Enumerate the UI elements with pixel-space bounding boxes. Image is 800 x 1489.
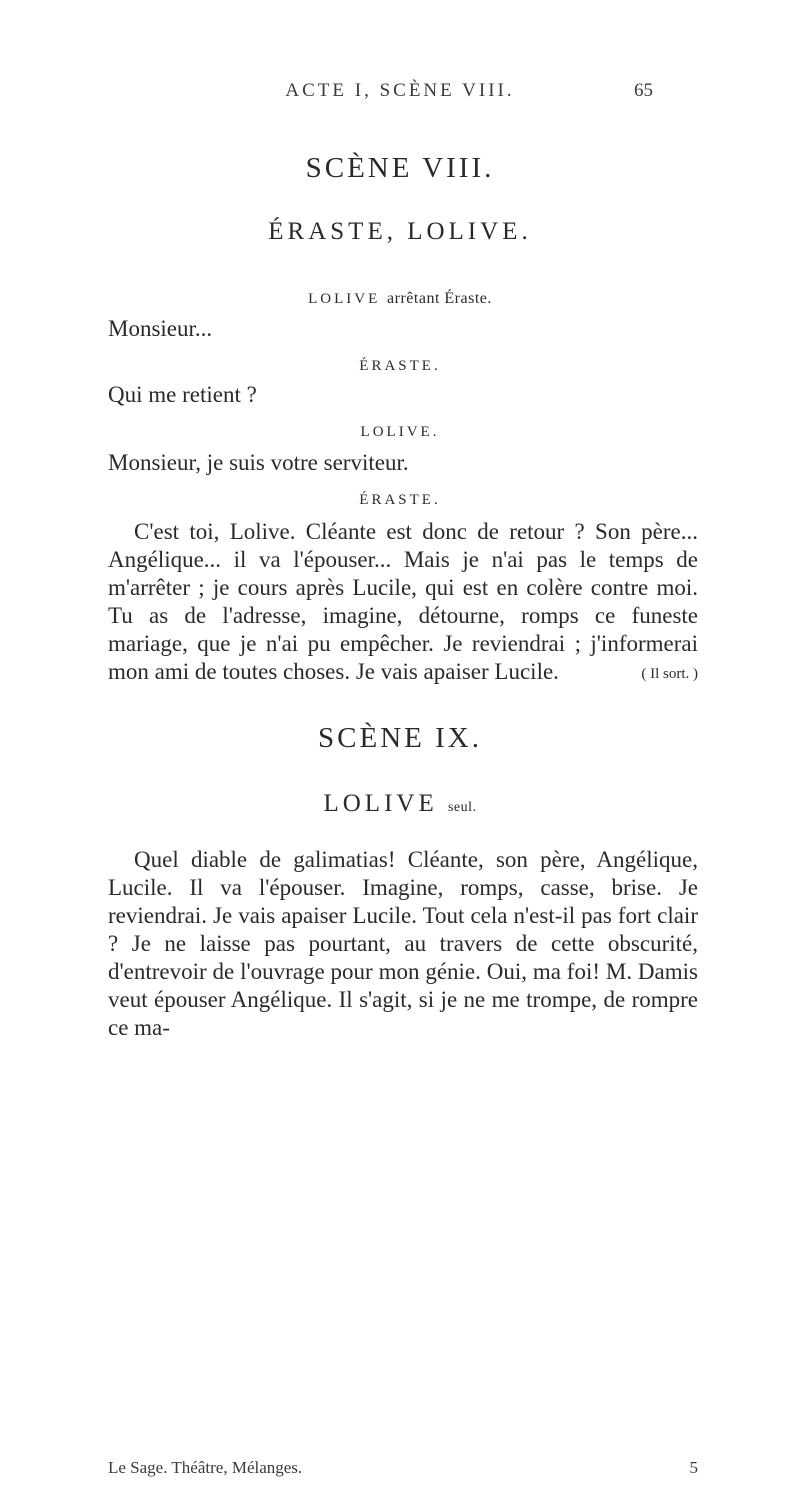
stage-direction: arrêtant Éraste. — [387, 290, 492, 307]
dialogue-line: Monsieur... — [108, 316, 213, 341]
running-head: ACTE I, SCÈNE VIII. — [285, 80, 515, 101]
page-footer — [108, 1458, 698, 1478]
source-line: Le Sage. Théâtre, Mélanges. — [108, 1458, 303, 1477]
speaker-heading — [0, 290, 800, 308]
exit-direction: ( Il sort. ) — [641, 666, 698, 682]
dialogue-line: Qui me retient ? — [108, 382, 257, 407]
speaker-heading: ÉRASTE. — [359, 492, 441, 508]
dialogue-paragraph — [108, 518, 698, 688]
character-name: LOLIVE — [323, 790, 438, 817]
scene-9-title: SCÈNE IX. — [318, 722, 482, 754]
speech-text: C'est toi, Lolive. Cléante est donc de retour ? Son père... Angélique... il va l'épouser... Mais je n'ai pas le temps de m'arrêter ; je cours après Lucile, qui est en colère contre moi. Tu as de l'adresse, imagine, détourne, romps ce funeste mariage, que je n'ai pu empêcher. Je reviendrai ; j'informerai mon ami de toutes choses. Je vais apaiser Lucile. — [108, 519, 698, 684]
speaker-heading: LOLIVE. — [360, 424, 440, 440]
scene-9-character — [0, 790, 800, 818]
monologue-paragraph: Quel diable de galimatias! Cléante, son père, Angélique, Lucile. Il va l'épouser. Imagine, romps, casse, brise. Je reviendrai. Je vais apaiser Lucile. Tout cela n'est-il pas fort clair ? Je ne laisse pas pourtant, au travers de cette obscurité, d'entrevoir de l'ouvrage pour mon génie. Oui, ma foi! M. Damis veut épouser Angélique. Il s'agit, si je ne me trompe, de rompre ce ma- — [108, 847, 698, 1040]
scene-8-title: SCÈNE VIII. — [305, 152, 495, 184]
speaker-heading: ÉRASTE. — [359, 358, 441, 374]
stage-direction: seul. — [447, 800, 477, 815]
page-number: 65 — [634, 80, 653, 101]
dialogue-line: Monsieur, je suis votre serviteur. — [108, 450, 409, 475]
scene-8-characters: ÉRASTE, LOLIVE. — [268, 218, 532, 245]
signature-mark: 5 — [689, 1458, 698, 1477]
speaker-name: LOLIVE — [308, 291, 381, 307]
